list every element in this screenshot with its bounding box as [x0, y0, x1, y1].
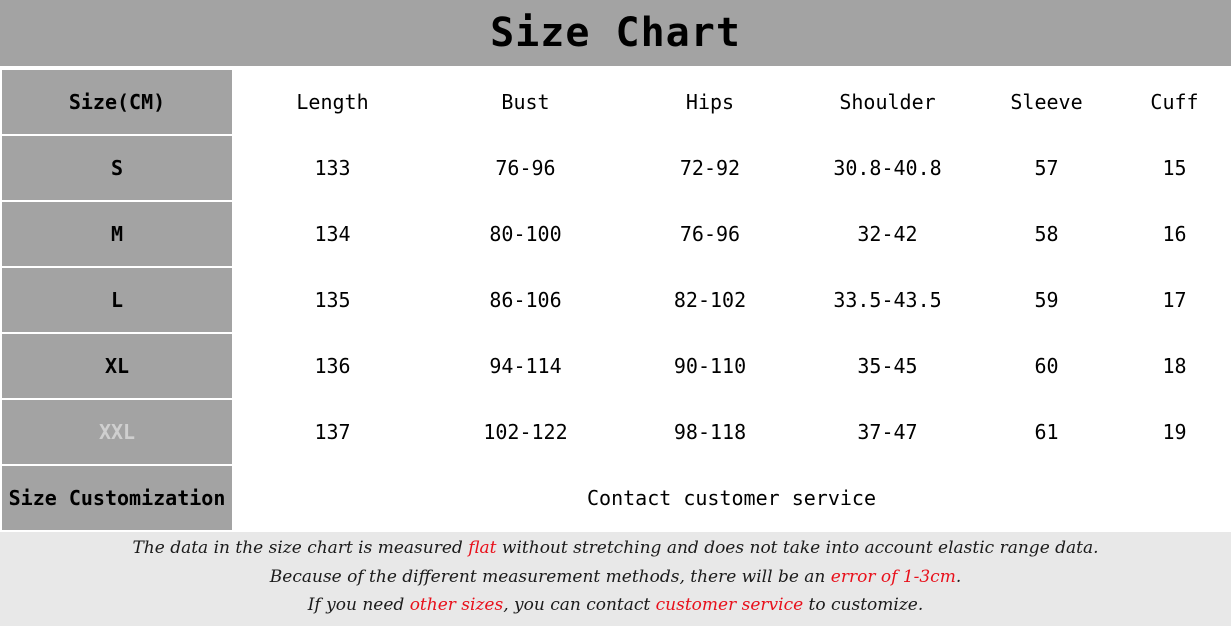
row-header-xxl: XXL: [1, 399, 233, 465]
cell-m-cuff: 16: [1119, 201, 1230, 267]
column-header-length: Length: [233, 69, 432, 135]
cell-l-cuff: 17: [1119, 267, 1230, 333]
cell-m-length: 134: [233, 201, 432, 267]
footer-line-3-b: , you can contact: [503, 594, 656, 615]
column-header-cuff: Cuff: [1119, 69, 1230, 135]
cell-l-shoulder: 33.5-43.5: [801, 267, 974, 333]
size-customization-row: [1, 465, 1230, 531]
footer-line-3-highlight-sizes: other sizes: [409, 594, 504, 615]
cell-l-hips: 82-102: [619, 267, 801, 333]
cell-xxl-cuff: 19: [1119, 399, 1230, 465]
cell-s-shoulder: 30.8-40.8: [801, 135, 974, 201]
size-customization-value: Contact customer service: [233, 465, 1230, 531]
footer-line-3-c: to customize.: [803, 594, 924, 615]
footer-line-3-highlight-service: customer service: [655, 594, 804, 615]
cell-s-cuff: 15: [1119, 135, 1230, 201]
footer-line-2-b: .: [955, 566, 962, 587]
table-row: [1, 399, 1230, 465]
cell-xl-cuff: 18: [1119, 333, 1230, 399]
cell-l-sleeve: 59: [974, 267, 1119, 333]
footer-line-2-a: Because of the different measurement methods, there will be an: [269, 566, 831, 587]
row-header-xl: XL: [1, 333, 233, 399]
cell-m-hips: 76-96: [619, 201, 801, 267]
column-header-hips: Hips: [619, 69, 801, 135]
row-header-m: M: [1, 201, 233, 267]
cell-xl-shoulder: 35-45: [801, 333, 974, 399]
column-header-bust: Bust: [432, 69, 619, 135]
cell-xxl-length: 137: [233, 399, 432, 465]
footer-line-2-highlight: error of 1-3cm: [830, 566, 956, 587]
cell-l-length: 135: [233, 267, 432, 333]
table-row: [1, 267, 1230, 333]
cell-xxl-shoulder: 37-47: [801, 399, 974, 465]
cell-m-bust: 80-100: [432, 201, 619, 267]
footer-line-3: [308, 595, 924, 616]
column-header-shoulder: Shoulder: [801, 69, 974, 135]
row-header-l: L: [1, 267, 233, 333]
table-row: [1, 135, 1230, 201]
column-header-sleeve: Sleeve: [974, 69, 1119, 135]
cell-xl-hips: 90-110: [619, 333, 801, 399]
footer-line-1-a: The data in the size chart is measured: [132, 538, 469, 559]
footer-line-1-highlight: flat: [468, 538, 497, 559]
chart-title-bar: [0, 0, 1231, 68]
row-header-s: S: [1, 135, 233, 201]
footer-line-1-b: without stretching and does not take into account elastic range data.: [496, 538, 1099, 559]
cell-m-sleeve: 58: [974, 201, 1119, 267]
page-title: Size Chart: [490, 10, 741, 57]
cell-s-sleeve: 57: [974, 135, 1119, 201]
table-header-row: [1, 69, 1230, 135]
size-customization-label: Size Customization: [1, 465, 233, 531]
table-row: [1, 201, 1230, 267]
footer-line-3-a: If you need: [307, 594, 410, 615]
cell-l-bust: 86-106: [432, 267, 619, 333]
column-header-size: Size(CM): [1, 69, 233, 135]
footer-line-2: [270, 567, 961, 588]
cell-m-shoulder: 32-42: [801, 201, 974, 267]
cell-s-hips: 72-92: [619, 135, 801, 201]
cell-s-length: 133: [233, 135, 432, 201]
table-row: [1, 333, 1230, 399]
size-table: [0, 68, 1231, 532]
cell-xl-sleeve: 60: [974, 333, 1119, 399]
cell-xxl-sleeve: 61: [974, 399, 1119, 465]
cell-xxl-bust: 102-122: [432, 399, 619, 465]
cell-xxl-hips: 98-118: [619, 399, 801, 465]
cell-xl-length: 136: [233, 333, 432, 399]
cell-xl-bust: 94-114: [432, 333, 619, 399]
footer-line-1: [132, 538, 1098, 559]
cell-s-bust: 76-96: [432, 135, 619, 201]
footer-notes: [0, 532, 1231, 626]
